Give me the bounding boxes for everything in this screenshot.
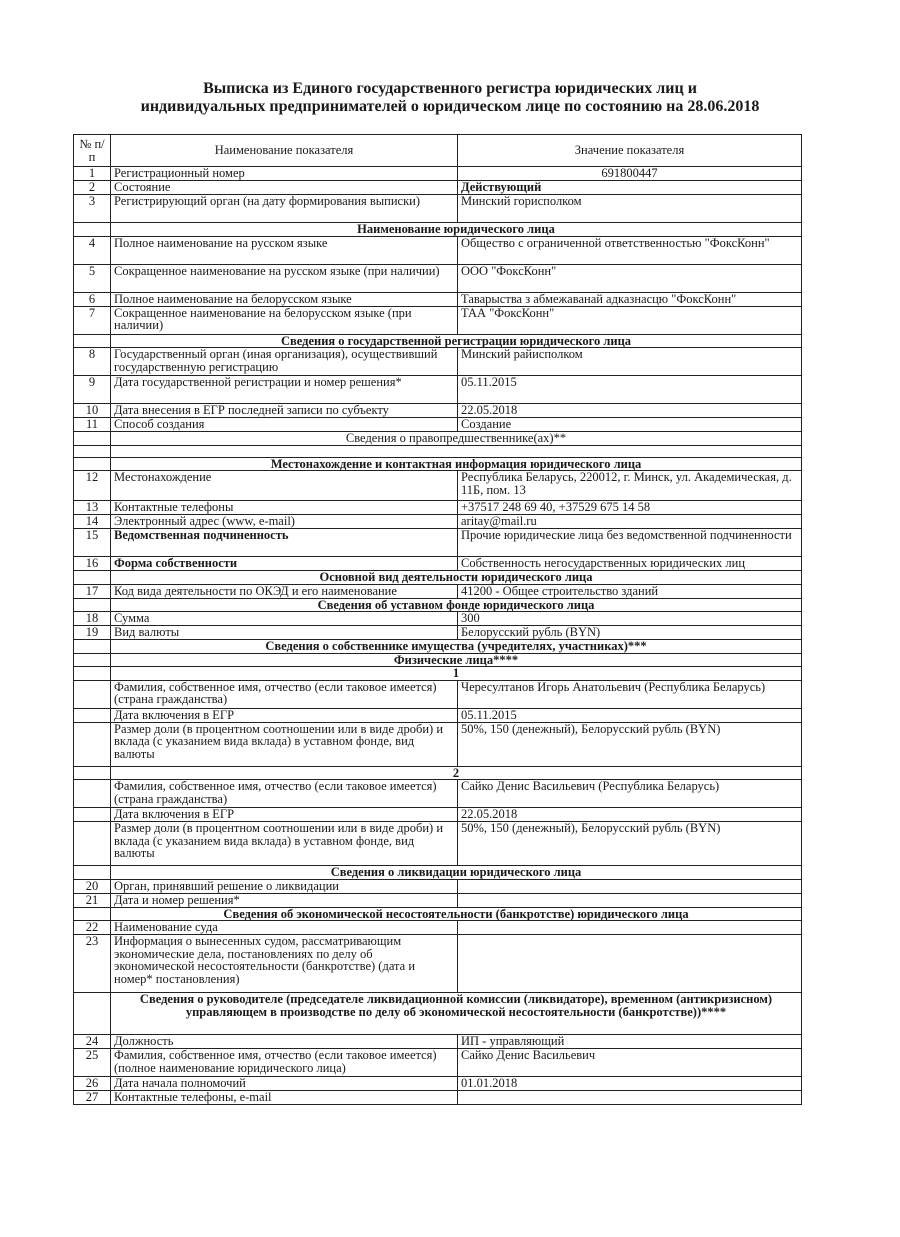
section-title: Сведения об экономической несостоятельности (банкротстве) юридического лица xyxy=(111,907,802,921)
row-label: Местонахождение xyxy=(111,471,458,501)
table-row xyxy=(74,167,802,181)
section-row xyxy=(74,866,802,880)
row-value: 05.11.2015 xyxy=(458,708,802,722)
row-label: Полное наименование на белорусском языке xyxy=(111,292,458,306)
row-num: 3 xyxy=(74,195,111,223)
document-title xyxy=(60,80,840,116)
row-value: 50%, 150 (денежный), Белорусский рубль (BYN) xyxy=(458,822,802,866)
row-value: Белорусский рубль (BYN) xyxy=(458,626,802,640)
row-num: 11 xyxy=(74,418,111,432)
row-num: 19 xyxy=(74,626,111,640)
section-title: Наименование юридического лица xyxy=(111,223,802,237)
row-value: Собственность негосударственных юридических лиц xyxy=(458,557,802,571)
row-num: 8 xyxy=(74,348,111,376)
row-label: Дата включения в ЕГР xyxy=(111,708,458,722)
section-row xyxy=(74,334,802,348)
table-row xyxy=(74,1091,802,1105)
section-row xyxy=(74,653,802,667)
row-value: Общество с ограниченной ответственностью "ФоксКонн" xyxy=(458,236,802,264)
row-num: 26 xyxy=(74,1077,111,1091)
row-value: Действующий xyxy=(458,181,802,195)
row-num: 5 xyxy=(74,264,111,292)
table-row xyxy=(74,529,802,557)
table-row xyxy=(74,181,802,195)
row-num: 10 xyxy=(74,404,111,418)
row-num: 27 xyxy=(74,1091,111,1105)
row-num: 6 xyxy=(74,292,111,306)
table-header-row xyxy=(74,135,802,167)
row-value: 691800447 xyxy=(458,167,802,181)
table-row xyxy=(74,236,802,264)
row-value: Минский горисполком xyxy=(458,195,802,223)
row-num: 2 xyxy=(74,181,111,195)
table-row xyxy=(74,404,802,418)
table-row xyxy=(74,879,802,893)
row-label: Дата государственной регистрации и номер решения* xyxy=(111,376,458,404)
row-label: Регистрирующий орган (на дату формирования выписки) xyxy=(111,195,458,223)
row-label: Размер доли (в процентном соотношении или в виде дроби) и вклада (с указанием вида вклада) в уставном фонде, вид валюты xyxy=(111,822,458,866)
header-indicator: Наименование показателя xyxy=(111,135,458,167)
table-row xyxy=(74,1077,802,1091)
row-label: Электронный адрес (www, e-mail) xyxy=(111,515,458,529)
row-value: Республика Беларусь, 220012, г. Минск, ул. Академическая, д. 11Б, пом. 13 xyxy=(458,471,802,501)
row-label: Сокращенное наименование на русском языке (при наличии) xyxy=(111,264,458,292)
table-row xyxy=(74,306,802,334)
row-value: 22.05.2018 xyxy=(458,404,802,418)
table-row xyxy=(74,722,802,766)
row-label: Регистрационный номер xyxy=(111,167,458,181)
row-num: 7 xyxy=(74,306,111,334)
row-label: Сокращенное наименование на белорусском языке (при наличии) xyxy=(111,306,458,334)
table-row xyxy=(74,893,802,907)
row-label: Наименование суда xyxy=(111,921,458,935)
row-value: Сайко Денис Васильевич xyxy=(458,1049,802,1077)
table-row xyxy=(74,471,802,501)
register-extract-table xyxy=(73,134,802,1105)
row-value: ТАА "ФоксКонн" xyxy=(458,306,802,334)
row-label: Должность xyxy=(111,1035,458,1049)
title-line-2: индивидуальных предпринимателей о юридическом лице по состоянию на 28.06.2018 xyxy=(140,98,760,115)
row-label: Ведомственная подчиненность xyxy=(111,529,458,557)
section-row xyxy=(74,907,802,921)
row-label: Контактные телефоны, e-mail xyxy=(111,1091,458,1105)
row-value xyxy=(458,893,802,907)
row-value: Сайко Денис Васильевич (Республика Беларусь) xyxy=(458,780,802,808)
row-value: Таварыства з абмежаванай адказнасцю "ФоксКонн" xyxy=(458,292,802,306)
section-row xyxy=(74,640,802,654)
table-row xyxy=(74,348,802,376)
row-label: Контактные телефоны xyxy=(111,501,458,515)
row-num: 22 xyxy=(74,921,111,935)
table-row xyxy=(74,195,802,223)
section-title: Сведения об уставном фонде юридического лица xyxy=(111,598,802,612)
row-label: Информация о вынесенных судом, рассматривающим экономические дела, постановлениях по делу об экономической несостоятельности (банкротстве) (дата и номер* постановления) xyxy=(111,935,458,993)
person-index: 2 xyxy=(111,766,802,780)
row-num: 14 xyxy=(74,515,111,529)
table-row xyxy=(74,418,802,432)
row-value: 22.05.2018 xyxy=(458,808,802,822)
row-value: Прочие юридические лица без ведомственной подчиненности xyxy=(458,529,802,557)
row-value: 300 xyxy=(458,612,802,626)
row-num: 24 xyxy=(74,1035,111,1049)
section-title: Основной вид деятельности юридического лица xyxy=(111,571,802,585)
section-row xyxy=(74,993,802,1035)
row-label: Государственный орган (иная организация), осуществивший государственную регистрацию xyxy=(111,348,458,376)
row-num: 23 xyxy=(74,935,111,993)
row-value: +37517 248 69 40, +37529 675 14 58 xyxy=(458,501,802,515)
table-row xyxy=(74,780,802,808)
row-num: 1 xyxy=(74,167,111,181)
row-num: 18 xyxy=(74,612,111,626)
section-title: Сведения о руководителе (председателе ликвидационной комиссии (ликвидаторе), временном (антикризисном) управляющем в производстве по делу об экономической несостоятельности (банкротстве))**** xyxy=(111,993,802,1035)
table-row xyxy=(74,1035,802,1049)
row-value: ООО "ФоксКонн" xyxy=(458,264,802,292)
table-row xyxy=(74,376,802,404)
table-row xyxy=(74,680,802,708)
section-row xyxy=(74,432,802,446)
row-label: Дата включения в ЕГР xyxy=(111,808,458,822)
table-row xyxy=(74,626,802,640)
person-index-row xyxy=(74,667,802,681)
row-num: 4 xyxy=(74,236,111,264)
row-label: Способ создания xyxy=(111,418,458,432)
row-label: Фамилия, собственное имя, отчество (если таковое имеется) (полное наименование юридического лица) xyxy=(111,1049,458,1077)
person-index-row xyxy=(74,766,802,780)
table-row xyxy=(74,935,802,993)
section-title: Сведения о ликвидации юридического лица xyxy=(111,866,802,880)
table-row xyxy=(74,584,802,598)
table-row xyxy=(74,921,802,935)
section-title: Физические лица**** xyxy=(111,653,802,667)
section-title: Сведения о собственнике имущества (учредителях, участниках)*** xyxy=(111,640,802,654)
section-row xyxy=(74,223,802,237)
table-row xyxy=(74,612,802,626)
title-line-1: Выписка из Единого государственного регистра юридических лиц и xyxy=(203,80,697,97)
row-label: Орган, принявший решение о ликвидации xyxy=(111,879,458,893)
row-value: Создание xyxy=(458,418,802,432)
section-title: Местонахождение и контактная информация юридического лица xyxy=(111,457,802,471)
row-value: Чересултанов Игорь Анатольевич (Республика Беларусь) xyxy=(458,680,802,708)
table-row xyxy=(74,557,802,571)
row-num: 13 xyxy=(74,501,111,515)
header-value: Значение показателя xyxy=(458,135,802,167)
row-label: Форма собственности xyxy=(111,557,458,571)
row-label: Сумма xyxy=(111,612,458,626)
row-value xyxy=(458,879,802,893)
row-value: 41200 - Общее строительство зданий xyxy=(458,584,802,598)
table-row xyxy=(74,822,802,866)
section-row xyxy=(74,571,802,585)
row-num: 20 xyxy=(74,879,111,893)
row-num: 25 xyxy=(74,1049,111,1077)
row-label: Код вида деятельности по ОКЭД и его наименование xyxy=(111,584,458,598)
table-row xyxy=(74,1049,802,1077)
row-value: 01.01.2018 xyxy=(458,1077,802,1091)
row-label: Размер доли (в процентном соотношении или в виде дроби) и вклада (с указанием вида вклада) в уставном фонде, вид валюты xyxy=(111,722,458,766)
row-label: Фамилия, собственное имя, отчество (если таковое имеется) (страна гражданства) xyxy=(111,780,458,808)
row-label: Фамилия, собственное имя, отчество (если таковое имеется) (страна гражданства) xyxy=(111,680,458,708)
section-title: Сведения о правопредшественнике(ах)** xyxy=(111,432,802,446)
row-num: 9 xyxy=(74,376,111,404)
table-row xyxy=(74,515,802,529)
row-value: Минский райисполком xyxy=(458,348,802,376)
table-row xyxy=(74,708,802,722)
row-value: 50%, 150 (денежный), Белорусский рубль (BYN) xyxy=(458,722,802,766)
row-value: 05.11.2015 xyxy=(458,376,802,404)
row-label: Дата начала полномочий xyxy=(111,1077,458,1091)
section-title: Сведения о государственной регистрации юридического лица xyxy=(111,334,802,348)
row-value: ИП - управляющий xyxy=(458,1035,802,1049)
table-row xyxy=(74,292,802,306)
header-num: № п/п xyxy=(74,135,111,167)
section-row xyxy=(74,457,802,471)
table-row xyxy=(74,501,802,515)
person-index: 1 xyxy=(111,667,802,681)
row-num: 17 xyxy=(74,584,111,598)
table-row xyxy=(74,264,802,292)
row-value: aritay@mail.ru xyxy=(458,515,802,529)
section-row xyxy=(74,598,802,612)
row-num: 16 xyxy=(74,557,111,571)
row-value xyxy=(458,1091,802,1105)
row-label: Полное наименование на русском языке xyxy=(111,236,458,264)
row-label: Вид валюты xyxy=(111,626,458,640)
row-num: 21 xyxy=(74,893,111,907)
row-value xyxy=(458,935,802,993)
empty-row xyxy=(74,445,802,457)
row-num: 15 xyxy=(74,529,111,557)
row-label: Состояние xyxy=(111,181,458,195)
row-value xyxy=(458,921,802,935)
table-row xyxy=(74,808,802,822)
row-label: Дата внесения в ЕГР последней записи по субъекту xyxy=(111,404,458,418)
row-num: 12 xyxy=(74,471,111,501)
row-label: Дата и номер решения* xyxy=(111,893,458,907)
